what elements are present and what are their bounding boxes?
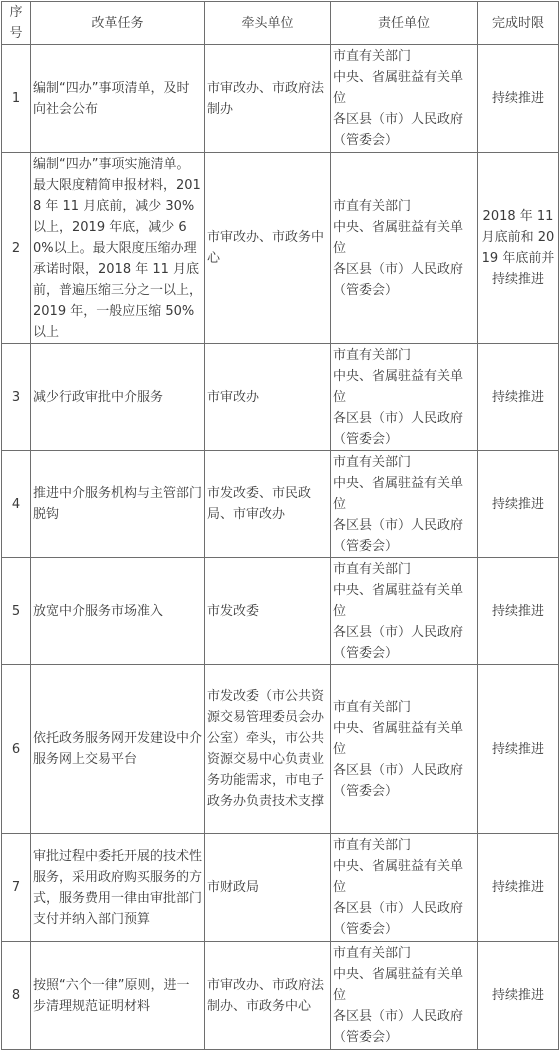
row-deadline: 持续推进 bbox=[478, 942, 559, 1050]
row-lead-unit: 市审改办、市政府法制办、市政务中心 bbox=[205, 942, 331, 1050]
responsible-unit-line: 中央、省属驻益有关单位 bbox=[333, 219, 464, 256]
header-serial-line1: 序 bbox=[9, 5, 23, 20]
row-lead-unit: 市审改办 bbox=[205, 344, 331, 451]
row-deadline: 持续推进 bbox=[478, 451, 559, 558]
responsible-unit-line: 各区县（市）人民政府（管委会） bbox=[333, 1009, 464, 1045]
responsible-unit-line: 各区县（市）人民政府（管委会） bbox=[333, 261, 464, 298]
row-lead-unit: 市审改办、市政务中心 bbox=[205, 153, 331, 344]
responsible-unit-line: 市直有关部门 bbox=[333, 946, 412, 961]
row-lead-unit: 市审改办、市政府法制办 bbox=[205, 45, 331, 153]
responsible-unit-line: 各区县（市）人民政府（管委会） bbox=[333, 901, 464, 937]
row-deadline: 持续推进 bbox=[478, 834, 559, 942]
row-deadline: 持续推进 bbox=[478, 558, 559, 665]
row-responsible-unit bbox=[331, 942, 478, 1050]
row-responsible-unit bbox=[331, 45, 478, 153]
row-lead-unit: 市财政局 bbox=[205, 834, 331, 942]
responsible-unit-line: 中央、省属驻益有关单位 bbox=[333, 368, 464, 405]
responsible-unit-line: 各区县（市）人民政府（管委会） bbox=[333, 112, 464, 148]
table-row bbox=[2, 451, 559, 558]
table-row bbox=[2, 153, 559, 344]
row-reform-task: 放宽中介服务市场准入 bbox=[31, 558, 205, 665]
header-lead-unit: 牵头单位 bbox=[205, 2, 331, 45]
row-responsible-unit bbox=[331, 665, 478, 834]
row-responsible-unit bbox=[331, 834, 478, 942]
row-reform-task: 审批过程中委托开展的技术性服务，采用政府购买服务的方式，服务费用一律由审批部门支付并纳入部门预算 bbox=[31, 834, 205, 942]
row-serial-number: 8 bbox=[2, 942, 31, 1050]
responsible-unit-line: 各区县（市）人民政府（管委会） bbox=[333, 517, 464, 554]
responsible-unit-line: 中央、省属驻益有关单位 bbox=[333, 582, 464, 619]
row-lead-unit: 市发改委（市公共资源交易管理委员会办公室）牵头，市公共资源交易中心负责业务功能需求，市电子政务办负责技术支撑 bbox=[205, 665, 331, 834]
table-row bbox=[2, 834, 559, 942]
row-lead-unit: 市发改委、市民政局、市审改办 bbox=[205, 451, 331, 558]
header-responsible-unit: 责任单位 bbox=[331, 2, 478, 45]
row-reform-task: 推进中介服务机构与主管部门脱钩 bbox=[31, 451, 205, 558]
row-deadline: 持续推进 bbox=[478, 45, 559, 153]
row-serial-number: 4 bbox=[2, 451, 31, 558]
table-row bbox=[2, 665, 559, 834]
row-responsible-unit bbox=[331, 344, 478, 451]
responsible-unit-line: 各区县（市）人民政府（管委会） bbox=[333, 762, 464, 799]
table-row bbox=[2, 942, 559, 1050]
row-lead-unit: 市发改委 bbox=[205, 558, 331, 665]
reform-task-table bbox=[1, 1, 559, 1050]
responsible-unit-line: 市直有关部门 bbox=[333, 561, 412, 577]
row-deadline: 持续推进 bbox=[478, 344, 559, 451]
row-responsible-unit bbox=[331, 451, 478, 558]
table-row bbox=[2, 344, 559, 451]
header-serial-number bbox=[2, 2, 31, 45]
table-row bbox=[2, 45, 559, 153]
row-serial-number: 2 bbox=[2, 153, 31, 344]
row-reform-task: 按照“六个一律”原则，进一步清理规范证明材料 bbox=[31, 942, 205, 1050]
header-serial-line2: 号 bbox=[9, 26, 23, 41]
responsible-unit-line: 中央、省属驻益有关单位 bbox=[333, 70, 464, 106]
row-responsible-unit bbox=[331, 153, 478, 344]
responsible-unit-line: 中央、省属驻益有关单位 bbox=[333, 720, 464, 757]
responsible-unit-line: 中央、省属驻益有关单位 bbox=[333, 967, 464, 1003]
header-deadline: 完成时限 bbox=[478, 2, 559, 45]
row-serial-number: 5 bbox=[2, 558, 31, 665]
row-reform-task: 减少行政审批中介服务 bbox=[31, 344, 205, 451]
responsible-unit-line: 各区县（市）人民政府（管委会） bbox=[333, 624, 464, 661]
responsible-unit-line: 各区县（市）人民政府（管委会） bbox=[333, 410, 464, 447]
row-serial-number: 1 bbox=[2, 45, 31, 153]
table-row bbox=[2, 558, 559, 665]
header-reform-task: 改革任务 bbox=[31, 2, 205, 45]
row-deadline: 持续推进 bbox=[478, 665, 559, 834]
responsible-unit-line: 市直有关部门 bbox=[333, 838, 412, 853]
responsible-unit-line: 市直有关部门 bbox=[333, 198, 412, 214]
responsible-unit-line: 中央、省属驻益有关单位 bbox=[333, 475, 464, 512]
responsible-unit-line: 市直有关部门 bbox=[333, 454, 412, 470]
responsible-unit-line: 市直有关部门 bbox=[333, 347, 412, 363]
responsible-unit-line: 市直有关部门 bbox=[333, 699, 412, 715]
responsible-unit-line: 中央、省属驻益有关单位 bbox=[333, 859, 464, 895]
row-serial-number: 7 bbox=[2, 834, 31, 942]
row-reform-task: 依托政务服务网开发建设中介服务网上交易平台 bbox=[31, 665, 205, 834]
row-responsible-unit bbox=[331, 558, 478, 665]
table-header-row bbox=[2, 2, 559, 45]
responsible-unit-line: 市直有关部门 bbox=[333, 49, 412, 64]
row-serial-number: 3 bbox=[2, 344, 31, 451]
row-reform-task: 编制“四办”事项清单，及时向社会公布 bbox=[31, 45, 205, 153]
row-deadline: 2018 年 11 月底前和 2019 年底前并持续推进 bbox=[478, 153, 559, 344]
row-serial-number: 6 bbox=[2, 665, 31, 834]
row-reform-task: 编制“四办”事项实施清单。最大限度精简申报材料，2018 年 11 月底前，减少 30%以上，2019 年底，减少 60%以上。最大限度压缩办理承诺时限，2018 年 11 月底前，普遍压缩三分之一以上，2019 年，一般应压缩 50%以上 bbox=[31, 153, 205, 344]
